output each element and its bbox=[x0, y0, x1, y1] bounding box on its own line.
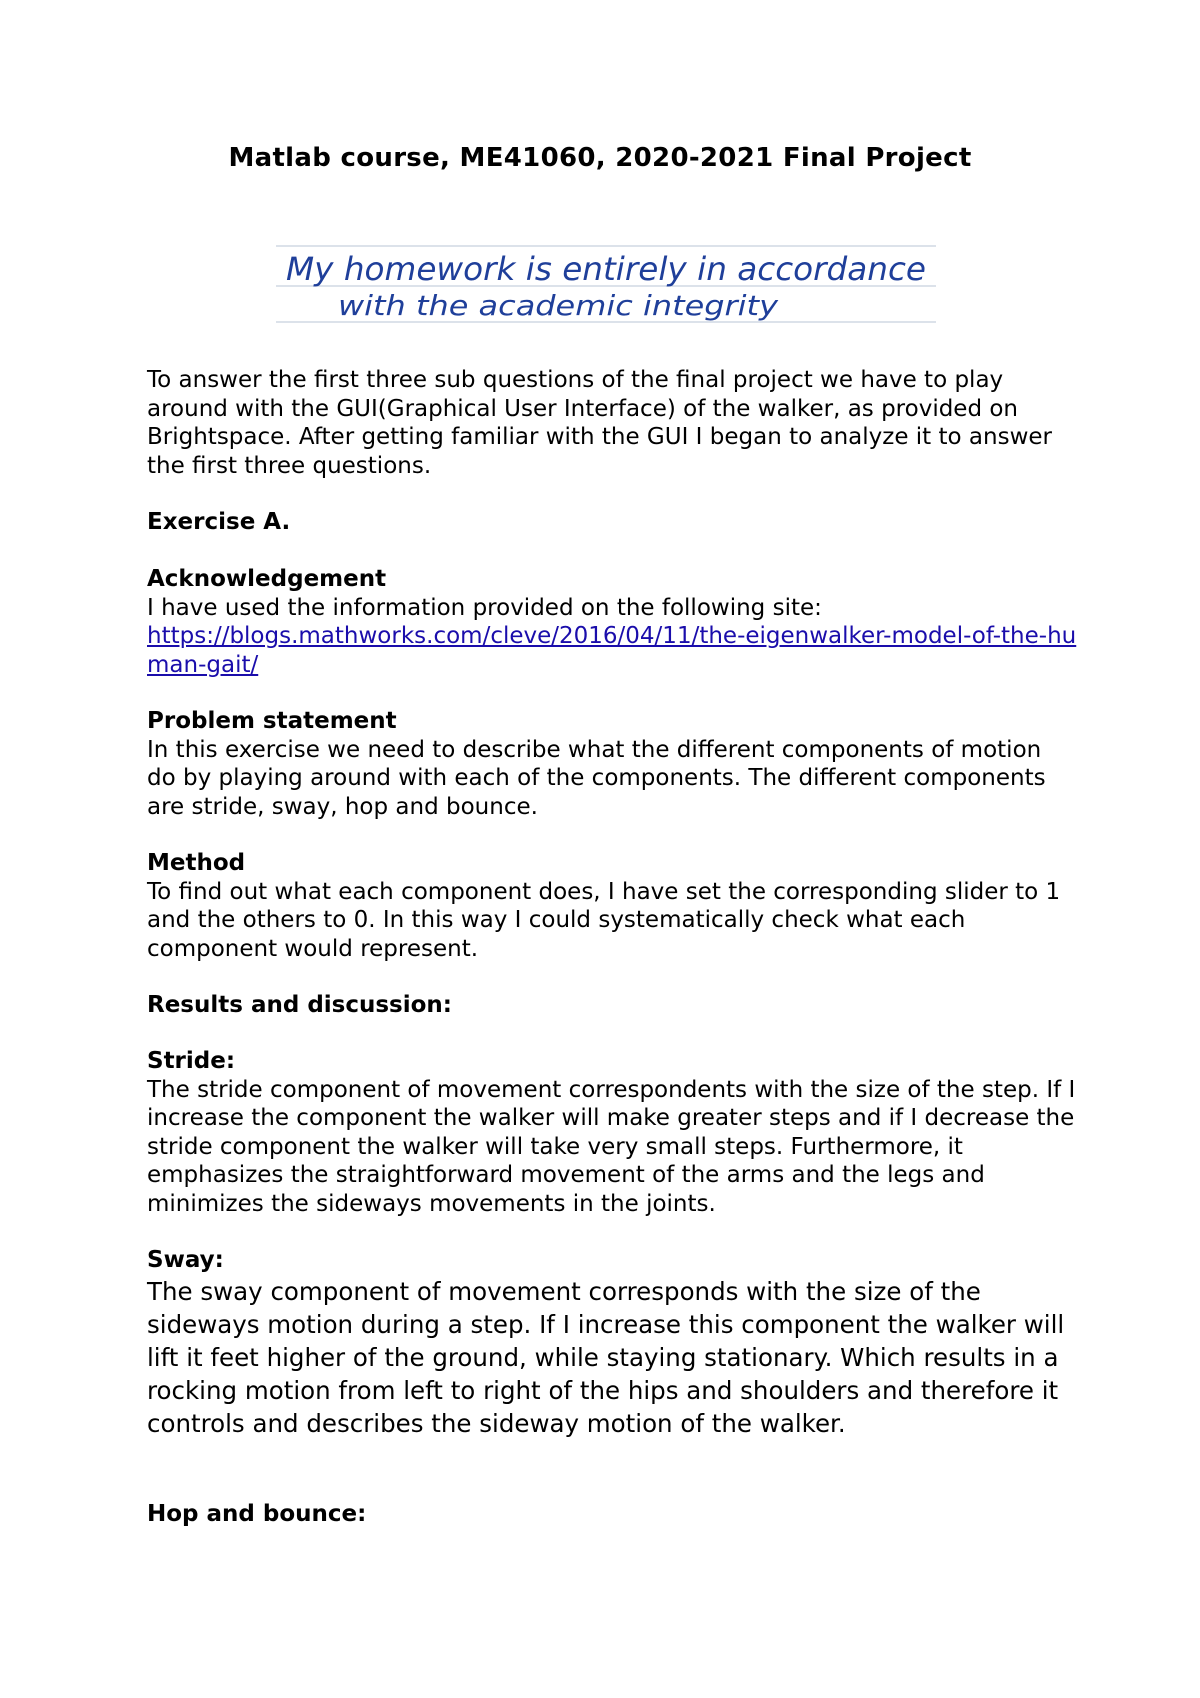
mathworks-link[interactable]: https://blogs.mathworks.com/cleve/2016/04/11/the-eigenwalker-model-of-the-human-gait/ bbox=[147, 623, 1077, 678]
handwritten-statement bbox=[276, 240, 936, 330]
hop-section bbox=[147, 1500, 1077, 1529]
problem-section bbox=[147, 707, 1077, 821]
stride-text: The stride component of movement correspondents with the size of the step. If I increase the component the walker will make greater steps and if I decrease the stride component the walker will take very small steps. Furthermore, it emphasizes the straightforward movement of the arms and the legs and minimizes the sideways movements in the joints. bbox=[147, 1076, 1076, 1217]
hop-heading: Hop and bounce: bbox=[147, 1501, 367, 1527]
sway-text: The sway component of movement corresponds with the size of the sideways motion during a step. If I increase this component the walker will lift it feet higher of the ground, while staying stationary. Which results in a rocking motion from left to right of the hips and shoulders and therefore it controls and describes the sideway motion of the walker. bbox=[147, 1276, 1065, 1438]
sway-heading: Sway: bbox=[147, 1247, 224, 1273]
acknowledgement-section bbox=[147, 565, 1077, 679]
intro-text: To answer the first three sub questions of the final project we have to play around with the GUI(Graphical User Interface) of the walker, as provided on Brightspace. After getting familiar with the GUI I began to analyze it to answer the first three questions. bbox=[147, 367, 1052, 479]
problem-text: In this exercise we need to describe what the different components of motion do by playing around with each of the components. The different components are stride, sway, hop and bounce. bbox=[147, 736, 1046, 820]
problem-heading: Problem statement bbox=[147, 708, 397, 734]
method-section bbox=[147, 849, 1077, 963]
exercise-heading: Exercise A. bbox=[147, 509, 291, 535]
method-text: To find out what each component does, I have set the corresponding slider to 1 and the others to 0. In this way I could systematically check what each component would represent. bbox=[147, 878, 1061, 962]
results-heading: Results and discussion: bbox=[147, 992, 452, 1018]
page-title: Matlab course, ME41060, 2020-2021 Final Project bbox=[228, 143, 972, 173]
acknowledgement-heading: Acknowledgement bbox=[147, 566, 387, 592]
handwritten-line-1: My homework is entirely in accordance bbox=[286, 250, 926, 288]
stride-heading: Stride: bbox=[147, 1048, 236, 1074]
stride-section bbox=[147, 1047, 1077, 1219]
method-heading: Method bbox=[147, 850, 246, 876]
exercise-heading-block bbox=[147, 508, 1077, 537]
handwritten-line-2: with the academic integrity bbox=[338, 289, 779, 322]
intro-paragraph bbox=[147, 366, 1077, 480]
acknowledgement-text: I have used the information provided on the following site: bbox=[147, 594, 822, 621]
sway-section bbox=[147, 1246, 1077, 1440]
results-heading-block bbox=[147, 991, 1077, 1020]
